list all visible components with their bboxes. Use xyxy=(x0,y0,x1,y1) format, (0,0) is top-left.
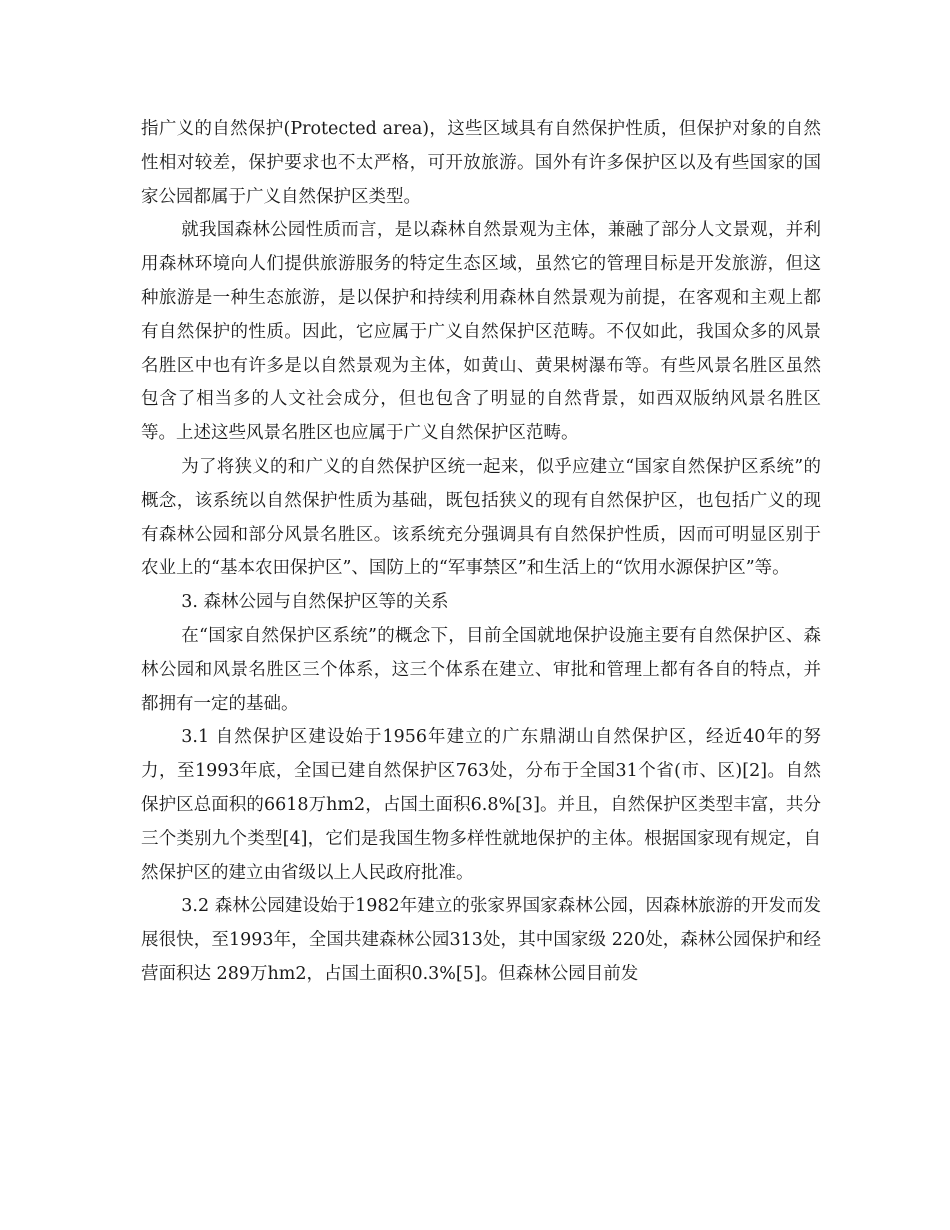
document-body xyxy=(141,113,821,992)
paragraph-continued: 指广义的自然保护(Protected area)，这些区域具有自然保护性质，但保护对象的自然性相对较差，保护要求也不太严格，可开放旅游。国外有许多保护区以及有些国家的国家公园都属于广义自然保护区类型。 xyxy=(141,119,821,207)
paragraph-three-systems: 在“国家自然保护区系统”的概念下，目前全国就地保护设施主要有自然保护区、森林公园和风景名胜区三个体系，这三个体系在建立、审批和管理上都有各自的特点，并都拥有一定的基础。 xyxy=(141,625,821,714)
paragraph-national-system: 为了将狭义的和广义的自然保护区统一起来，似乎应建立“国家自然保护区系统”的概念，该系统以自然保护性质为基础，既包括狭义的现有自然保护区，也包括广义的现有森林公园和部分风景名胜区。该系统充分强调具有自然保护性质，因而可明显区别于农业上的“基本农田保护区”、国防上的“军事禁区”和生活上的“饮用水源保护区”等。 xyxy=(141,456,821,579)
paragraph-forest-park-nature: 就我国森林公园性质而言，是以森林自然景观为主体，兼融了部分人文景观，并利用森林环境向人们提供旅游服务的特定生态区域，虽然它的管理目标是开发旅游，但这种旅游是一种生态旅游，是以保护和持续利用森林自然景观为前提，在客观和主观上都有自然保护的性质。因此，它应属于广义自然保护区范畴。不仅如此，我国众多的风景名胜区中也有许多是以自然景观为主体，如黄山、黄果树瀑布等。有些风景名胜区虽然包含了相当多的人文社会成分，但也包含了明显的自然背景，如西双版纳风景名胜区等。上述这些风景名胜区也应属于广义自然保护区范畴。 xyxy=(141,220,821,444)
paragraph-3-1-nature-reserves: 3.1 自然保护区建设始于1956年建立的广东鼎湖山自然保护区，经近40年的努力，至1993年底，全国已建自然保护区763处，分布于全国31个省(市、区)[2]。自然保护区总面积的6618万hm2，占国土面积6.8%[3]。并且，自然保护区类型丰富，共分三个类别九个类型[4]，它们是我国生物多样性就地保护的主体。根据国家现有规定，自然保护区的建立由省级以上人民政府批准。 xyxy=(141,727,821,883)
paragraph-3-2-forest-parks: 3.2 森林公园建设始于1982年建立的张家界国家森林公园，因森林旅游的开发而发展很快，至1993年，全国共建森林公园313处，其中国家级 220处，森林公园保护和经营面积达 289万hm2，占国土面积0.3%[5]。但森林公园目前发 xyxy=(141,896,821,984)
section-heading-3: 3. 森林公园与自然保护区等的关系 xyxy=(181,592,449,613)
